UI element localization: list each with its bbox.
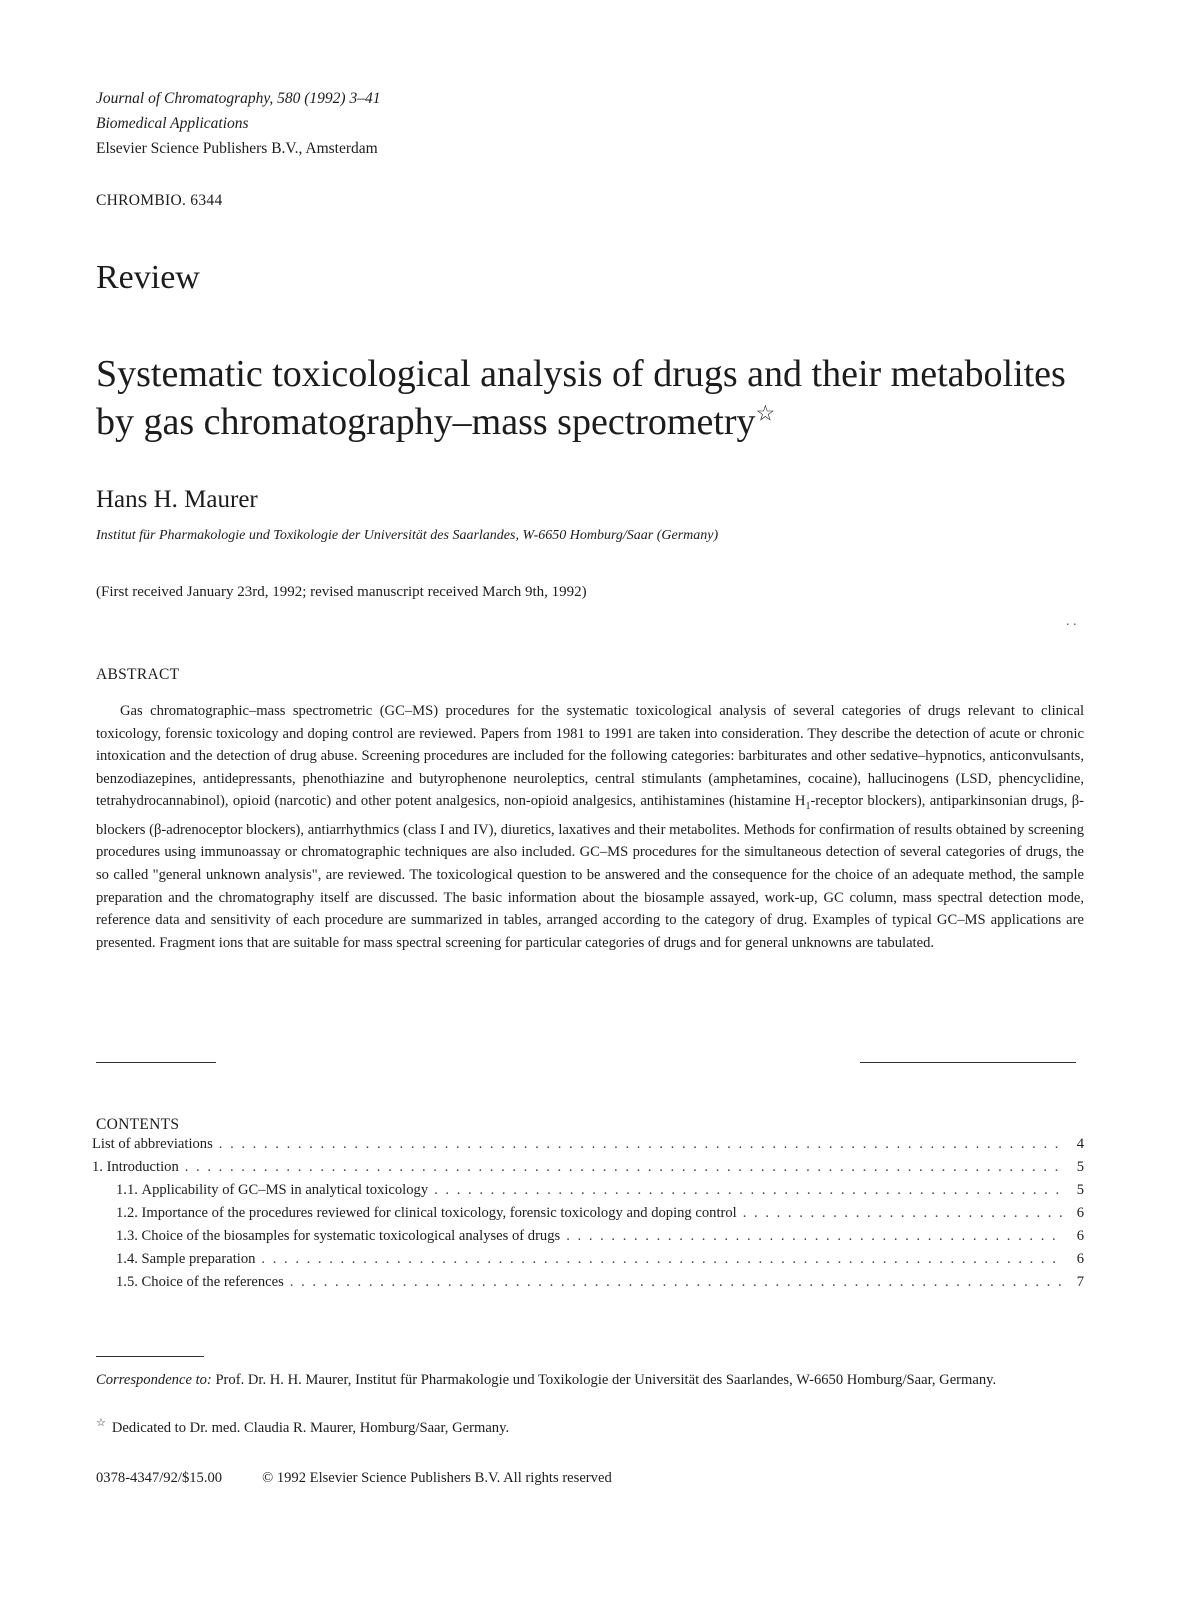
abstract-body — [96, 700, 1084, 954]
toc-label: Choice of the references — [141, 1274, 284, 1290]
toc-number: 1.5. — [116, 1274, 142, 1290]
toc-entry[interactable] — [92, 1274, 1084, 1297]
toc-page: 6 — [1076, 1205, 1084, 1221]
abstract-text-part1: Gas chromatographic–mass spectrometric (GC–MS) procedures for the systematic toxicological analysis of several categories of drugs relevant to clinical toxicology, forensic toxicology and doping control are reviewed. Papers from 1981 to 1991 are taken into consideration. They describe the detection of acute or chronic intoxication and the detection of drug abuse. Screening procedures are included for the following categories: barbiturates and other sedative–hypnotics, anticonvulsants, benzodiazepines, antidepressants, phenothiazine and butyrophenone neuroleptics, central stimulants (amphetamines, cocaine), hallucinogens (LSD, phencyclidine, tetrahydrocannabinol), opioid (narcotic) and other potent analgesics, non-opioid analgesics, antihistamines (histamine H — [96, 703, 1084, 810]
toc-label: List of abbreviations — [92, 1136, 213, 1152]
footnote-rule — [96, 1356, 204, 1357]
abstract-rule-right — [860, 1062, 1076, 1063]
correspondence-footnote — [96, 1370, 1084, 1391]
toc-page: 5 — [1076, 1182, 1084, 1198]
toc-number: 1. — [92, 1159, 107, 1175]
toc-number: 1.3. — [116, 1228, 142, 1244]
stray-mark: . . — [1066, 614, 1077, 629]
issn-price: 0378-4347/92/$15.00 — [96, 1470, 223, 1486]
toc-entry[interactable] — [92, 1136, 1084, 1159]
toc-entry[interactable] — [92, 1251, 1084, 1274]
journal-name: Journal of Chromatography, 580 (1992) 3–41 — [96, 90, 381, 107]
affiliation: Institut für Pharmakologie und Toxikologie der Universität des Saarlandes, W-6650 Homburg/Saar (Germany) — [96, 528, 719, 543]
toc-leader — [290, 1274, 1064, 1291]
author: Hans H. Maurer — [96, 486, 258, 513]
correspondence-text: Prof. Dr. H. H. Maurer, Institut für Pharmakologie und Toxikologie der Universität des Saarlandes, W-6650 Homburg/Saar, Germany. — [215, 1372, 997, 1388]
toc-leader — [434, 1182, 1064, 1199]
toc-entry[interactable] — [92, 1182, 1084, 1205]
toc-number: 1.2. — [116, 1205, 142, 1221]
toc-leader — [219, 1136, 1064, 1153]
abstract-subscript: 1 — [805, 801, 811, 813]
dedication-mark: ☆ — [96, 1417, 106, 1429]
toc-label: Importance of the procedures reviewed for clinical toxicology, forensic toxicology and doping control — [141, 1205, 737, 1221]
section-heading: Review — [96, 259, 200, 296]
dedication-footnote — [96, 1416, 509, 1437]
toc-page: 4 — [1076, 1136, 1084, 1152]
publisher: Elsevier Science Publishers B.V., Amsterdam — [96, 140, 378, 157]
toc-page: 6 — [1076, 1228, 1084, 1244]
toc-leader — [185, 1159, 1064, 1176]
toc-leader — [743, 1205, 1064, 1222]
toc-label: Applicability of GC–MS in analytical toxicology — [141, 1182, 429, 1198]
abstract-heading: ABSTRACT — [96, 666, 180, 683]
toc-entry[interactable] — [92, 1205, 1084, 1228]
toc-page: 6 — [1076, 1251, 1084, 1267]
received-dates: (First received January 23rd, 1992; revised manuscript received March 9th, 1992) — [96, 584, 587, 600]
toc-entry[interactable] — [92, 1159, 1084, 1182]
toc-leader — [261, 1251, 1064, 1268]
toc-entry[interactable] — [92, 1228, 1084, 1251]
abstract-rule-left — [96, 1062, 216, 1063]
toc-label: Choice of the biosamples for systematic toxicological analyses of drugs — [141, 1228, 561, 1244]
abstract-text-part2: -receptor blockers), antiparkinsonian drugs, β-blockers (β-adrenoceptor blockers), antiarrhythmics (class I and IV), diuretics, laxatives and their metabolites. Methods for confirmation of results obtained by screening procedures using immunoassay or chromatographic techniques are also included. GC–MS procedures for the simultaneous detection of several categories of drugs, the so called "general unknown analysis", are reviewed. The toxicological question to be answered and the consequence for the choice of an adequate method, the sample preparation and the chromatography itself are discussed. The basic information about the biosample assayed, work-up, GC column, mass spectral detection mode, reference data and sensitivity of each procedure are summarized in tables, arranged according to the category of drug. Examples of typical GC–MS applications are presented. Fragment ions that are suitable for mass spectral screening for particular categories of drugs and for general unknowns are tabulated. — [96, 793, 1084, 951]
dedication-text: Dedicated to Dr. med. Claudia R. Maurer, Homburg/Saar, Germany. — [111, 1419, 510, 1436]
copyright-text: © 1992 Elsevier Science Publishers B.V. All rights reserved — [262, 1470, 612, 1486]
article-code: CHROMBIO. 6344 — [96, 192, 223, 209]
toc-label: Introduction — [106, 1159, 179, 1175]
toc-page: 5 — [1076, 1159, 1084, 1175]
title-footnote-mark: ☆ — [755, 400, 776, 426]
correspondence-label: Correspondence to: — [96, 1372, 212, 1388]
table-of-contents — [92, 1136, 1084, 1297]
contents-heading: CONTENTS — [96, 1116, 180, 1133]
toc-leader — [566, 1228, 1064, 1245]
paper-title-text: Systematic toxicological analysis of drugs and their metabolites by gas chromatography–mass spectrometry — [96, 353, 1066, 443]
journal-section: Biomedical Applications — [96, 115, 249, 132]
journal-citation — [96, 86, 380, 161]
toc-number: 1.4. — [116, 1251, 142, 1267]
toc-label: Sample preparation — [141, 1251, 256, 1267]
toc-page: 7 — [1076, 1274, 1084, 1290]
paper-title — [96, 350, 1096, 446]
toc-number: 1.1. — [116, 1182, 142, 1198]
copyright-line — [96, 1470, 612, 1487]
